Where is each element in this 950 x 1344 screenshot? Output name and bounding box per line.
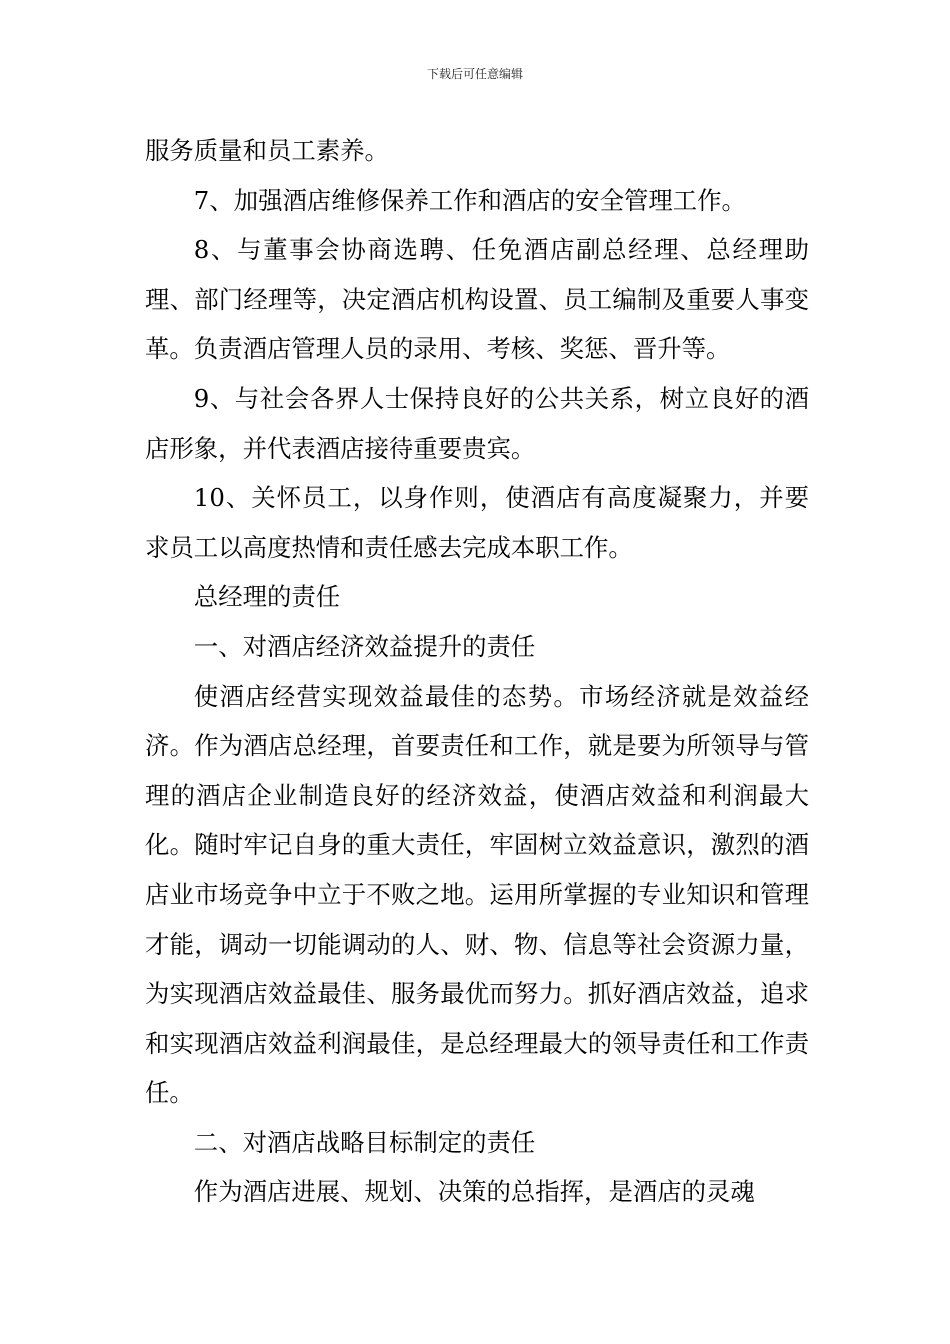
subsection-heading-1: 一、对酒店经济效益提升的责任 <box>193 631 536 661</box>
subsection-heading-2: 二、对酒店战略目标制定的责任 <box>193 1127 536 1157</box>
section-title: 总经理的责任 <box>193 582 341 612</box>
paragraph-item-10: 10、关怀员工，以身作则，使酒店有高度凝聚力，并要求员工以高度热情和责任感去完成本职工作。 <box>145 483 809 562</box>
paragraph-item-9: 9、与社会各界人士保持良好的公共关系，树立良好的酒店形象，并代表酒店接待重要贵宾。 <box>145 383 809 463</box>
document-body <box>145 126 809 1217</box>
paragraph-item-7: 7、加强酒店维修保养工作和酒店的安全管理工作。 <box>193 185 746 215</box>
paragraph-continuation: 服务质量和员工素养。 <box>145 136 389 165</box>
page-header: 下载后可任意编辑 <box>426 67 523 81</box>
paragraph-economic-benefit: 使酒店经营实现效益最佳的态势。市场经济就是效益经济。作为酒店总经理，首要责任和工作，就是要为所领导与管理的酒店企业制造良好的经济效益，使酒店效益和利润最大化。随时牢记自身的重大责任，牢固树立效益意识，激烈的酒店业市场竞争中立于不败之地。运用所掌握的专业知识和管理才能，调动一切能调动的人、财、物、信息等社会资源力量，为实现酒店效益最佳、服务最优而努力。抓好酒店效益，追求和实现酒店效益利润最佳，是总经理最大的领导责任和工作责任。 <box>145 681 809 1108</box>
paragraph-strategy: 作为酒店进展、规划、决策的总指挥，是酒店的灵魂 <box>193 1177 755 1207</box>
paragraph-item-8: 8、与董事会协商选聘、任免酒店副总经理、总经理助理、部门经理等，决定酒店机构设置、员工编制及重要人事变革。负责酒店管理人员的录用、考核、奖惩、晋升等。 <box>145 235 809 364</box>
